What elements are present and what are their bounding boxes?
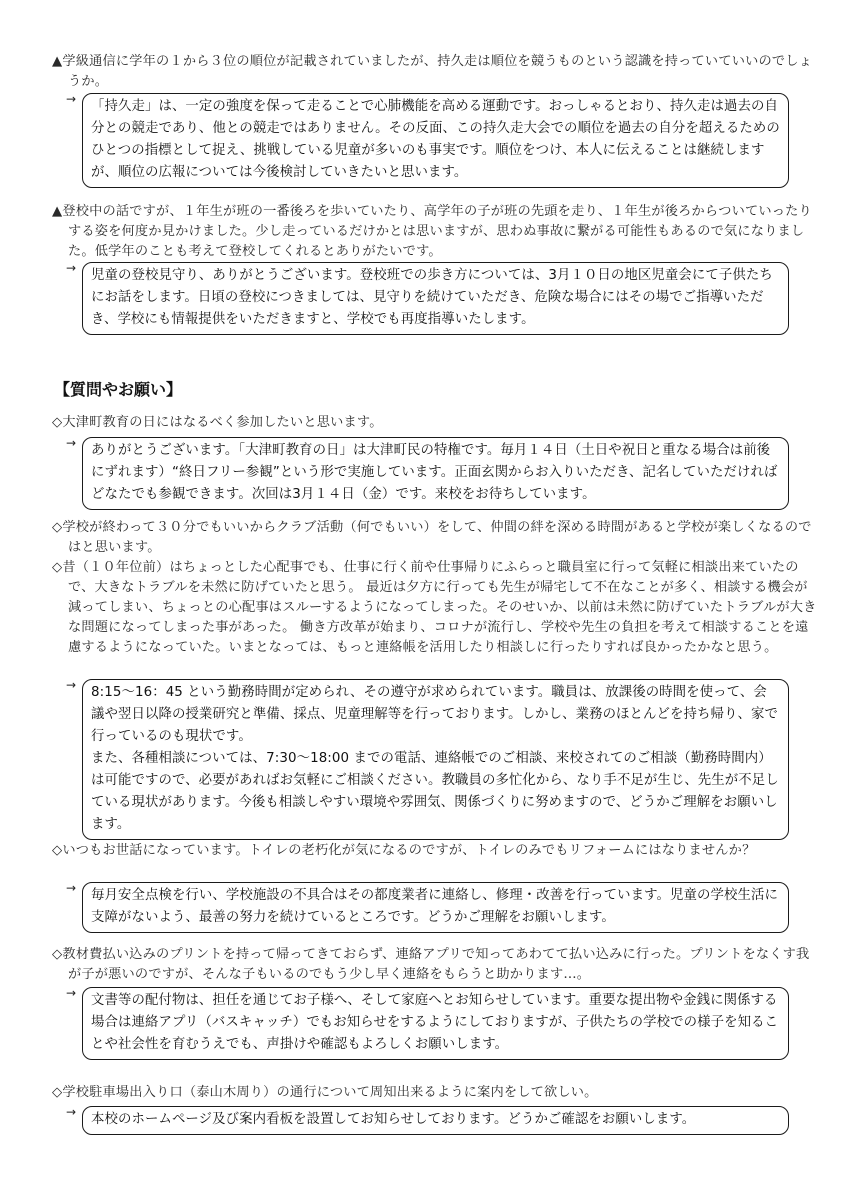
question-parking: ◇学校駐車場出入り口（泰山木周り）の通行について周知出来るように案内をして欲しい。 <box>52 1085 598 1100</box>
question-ranking: ▲学級通信に学年の１から３位の順位が記載されていましたが、持久走は順位を競うものという認識を持っていていいのでしょうか。 <box>52 54 813 89</box>
arrow-icon: → <box>66 436 77 450</box>
question-club-activity: ◇学校が終わって３０分でもいいからクラブ活動（何でもいい）をして、仲間の絆を深める時間があると学校が楽しくなるのではと思います。 <box>52 520 812 555</box>
answer-text: 本校のホームページ及び案内看板を設置してお知らせしております。どうかご確認をお願いします。 <box>91 1112 696 1127</box>
answer-text: 児童の登校見守り、ありがとうございます。登校班での歩き方については、3月１０日の地区児童会にて子供たちにお話をします。日頃の登校につきましては、見守りを続けていただき、危険な場合にはその場でご指導いただき、学校にも情報提供をいただきますと、学校でも再度指導いたします。 <box>91 268 773 327</box>
question-consultation: ◇昔（１０年位前）はちょっとした心配事でも、仕事に行く前や仕事帰りにふらっと職員室に行って気軽に相談出来ていたので、大きなトラブルを未然に防げていたと思う。 最近は夕方に行っても先生が帰宅して不在なことが多く、相談する機会が減ってしまい、ちょっとの心配事はスルーするようになってしまった。そのせいか、以前は未然に防げていたトラブルが大きな問題になってしまった事があった。 働き方改革が始まり、コロナが流行し、学校や先生の負担を考えて相談することを遠慮するようになっていた。いまとなっては、もっと連絡帳を活用したり相談しに行ったりすれば良かったかなと思う。 <box>52 560 817 655</box>
answer-box-consultation <box>82 679 789 840</box>
answer-box-commute <box>82 262 789 335</box>
question-materials-fee: ◇教材費払い込みのプリントを持って帰ってきておらず、連絡アプリで知ってあわてて払い込みに行った。プリントをなくす我が子が悪いのですが、そんな子もいるのでもう少し早く連絡をもらうと助かります…。 <box>52 947 810 982</box>
section-heading: 【質問やお願い】 <box>54 380 183 399</box>
arrow-icon: → <box>66 1105 77 1119</box>
answer-box-education-day <box>82 437 789 510</box>
arrow-icon: → <box>66 261 77 275</box>
arrow-icon: → <box>66 986 77 1000</box>
question-education-day: ◇大津町教育の日にはなるべく参加したいと思います。 <box>52 415 383 430</box>
answer-box-materials-fee <box>82 987 789 1060</box>
answer-box-parking <box>82 1106 789 1135</box>
answer-text: ありがとうございます。「大津町教育の日」は大津町民の特権です。毎月１４日（土日や祝日と重なる場合は前後にずれます）“終日フリー参観”という形で実施しています。正面玄関からお入りいただき、記名していただければどなたでも参観できます。次回は3月１４日（金）です。来校をお待ちしています。 <box>91 443 778 502</box>
answer-text: 毎月安全点検を行い、学校施設の不具合はその都度業者に連絡し、修理・改善を行っています。児童の学校生活に支障がないよう、最善の努力を続けているところです。どうかご理解をお願いします。 <box>91 888 778 925</box>
answer-text: 「持久走」は、一定の強度を保って走ることで心肺機能を高める運動です。おっしゃるとおり、持久走は過去の自分との競走であり、他との競走ではありません。その反面、この持久走大会での順位を過去の自分を超えるためのひとつの指標として捉え、挑戦している児童が多いのも事実です。順位をつけ、本人に伝えることは継続しますが、順位の広報については今後検討していきたいと思います。 <box>91 99 780 180</box>
arrow-icon: → <box>66 92 77 106</box>
question-commute: ▲登校中の話ですが、１年生が班の一番後ろを歩いていたり、高学年の子が班の先頭を走り、１年生が後ろからついていったりする姿を何度か見かけました。少し走っているだけかとは思いますが、思わぬ事故に繋がる可能性もあるので気になりました。低学年のことも考えて登校してくれるとありがたいです。 <box>52 204 812 259</box>
answer-text-continued: また、各種相談については、7:30～18:00 までの電話、連絡帳でのご相談、来校されてのご相談（勤務時間内）は可能ですので、必要があればお気軽にご相談ください。教職員の多忙化から、なり手不足が生じ、先生が不足している現状があります。今後も相談しやすい環境や雰囲気、関係づくりに努めますので、どうかご理解をお願いします。 <box>91 751 779 832</box>
arrow-icon: → <box>66 881 77 895</box>
answer-text: 文書等の配付物は、担任を通じてお子様へ、そして家庭へとお知らせしています。重要な提出物や金銭に関係する場合は連絡アプリ（バスキャッチ）でもお知らせをするようにしておりますが、子供たちの学校での様子を知ることや社会性を育むうえでも、声掛けや確認もよろしくお願いします。 <box>91 993 779 1052</box>
answer-box-toilet <box>82 882 789 933</box>
answer-text: 8:15～16：45 という勤務時間が定められ、その遵守が求められています。職員は、放課後の時間を使って、会議や翌日以降の授業研究と準備、採点、児童理解等を行っております。しかし、業務のほとんどを持ち帰り、家で行っているのも現状です。 <box>91 685 778 744</box>
answer-box-ranking <box>82 93 789 188</box>
question-toilet: ◇いつもお世話になっています。トイレの老朽化が気になるのですが、トイレのみでもリフォームにはなりませんか？ <box>52 843 756 858</box>
arrow-icon: → <box>66 678 77 692</box>
